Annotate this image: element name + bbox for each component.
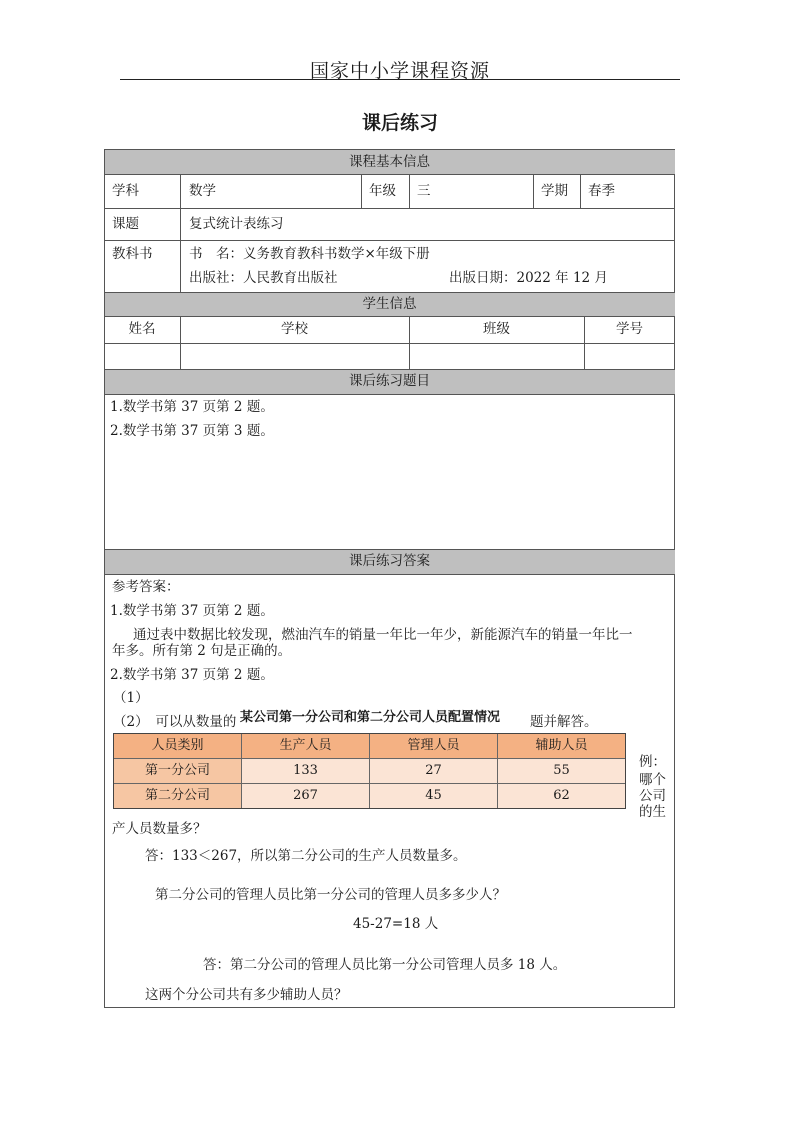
staff-table-header: 人员类别	[114, 734, 242, 759]
answer-1-line: 通过表中数据比较发现，燃油汽车的销量一年比一年少，新能源汽车的销量一年比一	[133, 627, 633, 643]
term-value: 春季	[588, 183, 615, 199]
question-2: 第二分公司的管理人员比第一分公司的管理人员多多少人？	[155, 887, 506, 903]
side-text: 公司	[639, 788, 666, 804]
question-1-answer: 答：133＜267，所以第二分公司的生产人员数量多。	[145, 848, 467, 864]
student-col-class: 班级	[483, 321, 510, 337]
rule	[104, 394, 675, 395]
section-title-basic: 课程基本信息	[349, 154, 430, 170]
exercise-item: 1.数学书第 37 页第 2 题。	[110, 399, 274, 415]
staff-table-header: 辅助人员	[498, 734, 625, 759]
question-2-answer: 答：第二分公司的管理人员比第一分公司管理人员多 18 人。	[203, 957, 567, 973]
answer-ref-label: 参考答案：	[112, 579, 180, 595]
staff-table-cell: 45	[370, 784, 498, 808]
side-text: 哪个	[639, 772, 666, 788]
topic-value: 复式统计表练习	[189, 216, 284, 232]
student-col-name: 姓名	[128, 321, 156, 337]
side-text: 例：	[639, 754, 666, 770]
term-label: 学期	[541, 183, 568, 199]
col-divider	[361, 174, 362, 208]
topic-label: 课题	[112, 216, 139, 232]
answer-2-part-2: （2） 可以从数量的	[113, 714, 237, 730]
textbook-label: 教科书	[112, 246, 153, 262]
grade-label: 年级	[369, 183, 396, 199]
rule	[104, 240, 675, 241]
answer-1-line: 年多。所有第 2 句是正确的。	[112, 643, 292, 659]
question-1-tail: 产人员数量多？	[112, 821, 207, 837]
header-rule	[120, 79, 680, 80]
rule	[104, 574, 675, 575]
staff-table-cell: 267	[242, 784, 370, 808]
page-title: 课后练习	[361, 112, 438, 134]
rule	[104, 208, 675, 209]
section-title-answers: 课后练习答案	[349, 553, 430, 569]
textbook-publisher: 出版社：人民教育出版社	[189, 270, 338, 286]
student-col-school: 学校	[281, 321, 308, 337]
side-text: 的生	[639, 804, 666, 820]
site-header: 国家中小学课程资源	[309, 60, 490, 82]
exercise-item: 2.数学书第 37 页第 3 题。	[110, 423, 274, 439]
staff-table-header: 生产人员	[242, 734, 370, 759]
section-title-student: 学生信息	[362, 296, 417, 312]
rule	[104, 292, 675, 293]
rule	[104, 549, 675, 550]
staff-table	[113, 733, 626, 809]
staff-table-cell: 55	[498, 759, 625, 784]
table-caption: 某公司第一分公司和第二分公司人员配置情况	[240, 710, 501, 725]
staff-table-cell: 133	[242, 759, 370, 784]
staff-table-row-label: 第一分公司	[114, 759, 242, 784]
rule	[104, 369, 675, 370]
answer-1-title: 1.数学书第 37 页第 2 题。	[110, 603, 274, 619]
staff-table-cell: 27	[370, 759, 498, 784]
staff-table-row-label: 第二分公司	[114, 784, 242, 808]
grade-value: 三	[417, 183, 431, 199]
question-2-calc: 45-27=18 人	[353, 916, 439, 932]
textbook-date: 出版日期：2022 年 12 月	[449, 270, 608, 286]
answer-2-part-1: （1）	[113, 690, 149, 706]
rule	[104, 174, 675, 175]
rule	[104, 316, 675, 317]
col-divider	[533, 174, 534, 208]
col-divider	[580, 174, 581, 208]
staff-table-cell: 62	[498, 784, 625, 808]
col-divider	[409, 174, 410, 208]
col-divider	[180, 174, 181, 292]
textbook-name: 书 名：义务教育教科书数学×年级下册	[189, 246, 430, 262]
section-title-exercises: 课后练习题目	[349, 373, 430, 389]
answer-2-title: 2.数学书第 37 页第 2 题。	[110, 667, 274, 683]
question-3: 这两个分公司共有多少辅助人员？	[145, 987, 348, 1003]
answer-2-part-2-tail: 题并解答。	[530, 714, 598, 730]
student-col-id: 学号	[616, 321, 643, 337]
subject-label: 学科	[112, 183, 139, 199]
rule	[104, 343, 675, 344]
staff-table-header: 管理人员	[370, 734, 498, 759]
subject-value: 数学	[189, 183, 216, 199]
